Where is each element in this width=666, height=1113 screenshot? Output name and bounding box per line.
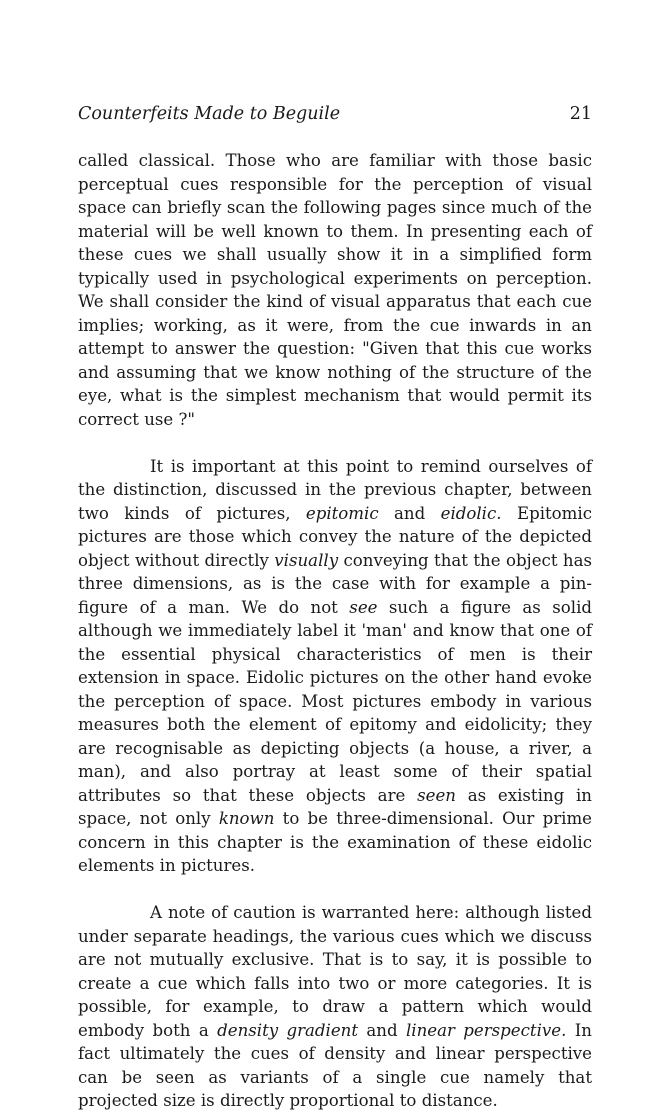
body-text: [78, 149, 592, 1113]
paragraph-text: as existing in space, not only: [78, 785, 592, 828]
paragraph-text: to be three-dimensional. Our prime concern in this chapter is the examination of these eidolic elements in pictures.: [78, 809, 592, 875]
paragraph-text: conveying that the object has three dimensions, as is the case with for example a pin-figure of a man. We do not: [78, 550, 592, 617]
italic-term: epitomic: [305, 503, 379, 523]
paragraph-text: such a figure as solid although we immediately label it 'man' and know that one of the essential physical characteristics of men is their extension in space. Eidolic pictures on the other hand evoke the perception of space. Most pictures embody in various measures both the element of epitomy and eidolicity; they are recognisable as depicting objects (a house, a river, a man), and also portray at least some of their spatial attributes so that these objects are: [78, 597, 592, 805]
paragraph-text: and: [358, 1020, 406, 1040]
paragraph-text: and: [378, 503, 441, 523]
italic-term: seen: [417, 785, 456, 805]
paragraph-text: Epitomic pictures are those which convey the nature of the depicted object without directly: [78, 503, 592, 570]
italic-term: see: [349, 597, 378, 617]
italic-term: linear perspective.: [405, 1020, 567, 1040]
paragraph: [78, 455, 592, 878]
paragraph-text: It is important at this point to remind ourselves of the distinction, discussed in the previous chapter, between two kinds of pictures,: [78, 456, 592, 523]
italic-term: density gradient: [217, 1020, 359, 1040]
running-title: Counterfeits Made to Beguile: [78, 104, 341, 124]
running-head: [78, 104, 592, 130]
italic-term: known: [218, 809, 275, 828]
page-number: 21: [569, 104, 592, 124]
paragraph-text: A note of caution is warranted here: although listed under separate headings, the various cues which we discuss are not mutually exclusive. That is to say, it is possible to create a cue which falls into two or more categories. It is possible, for example, to draw a pattern which would embody both a: [78, 903, 592, 1040]
paragraph: [78, 149, 592, 431]
paragraph-text: In fact ultimately the cues of density and linear perspective can be seen as variants of a single cue namely that projected size is directly proportional to distance.: [78, 1020, 592, 1110]
italic-term: eidolic.: [440, 503, 502, 523]
italic-term: visually: [274, 550, 339, 570]
paragraph: [78, 901, 592, 1113]
paragraph-text: called classical. Those who are familiar with those basic perceptual cues responsible for the perception of visual space can briefly scan the following pages since much of the material will be well known to them. In presenting each of these cues we shall usually show it in a simplified form typically used in psychological experiments on perception. We shall consider the kind of visual apparatus that each cue implies; working, as it were, from the cue inwards in an attempt to answer the question: "Given that this cue works and assuming that we know nothing of the structure of the eye, what is the simplest mechanism that would permit its correct use ?": [78, 151, 592, 429]
